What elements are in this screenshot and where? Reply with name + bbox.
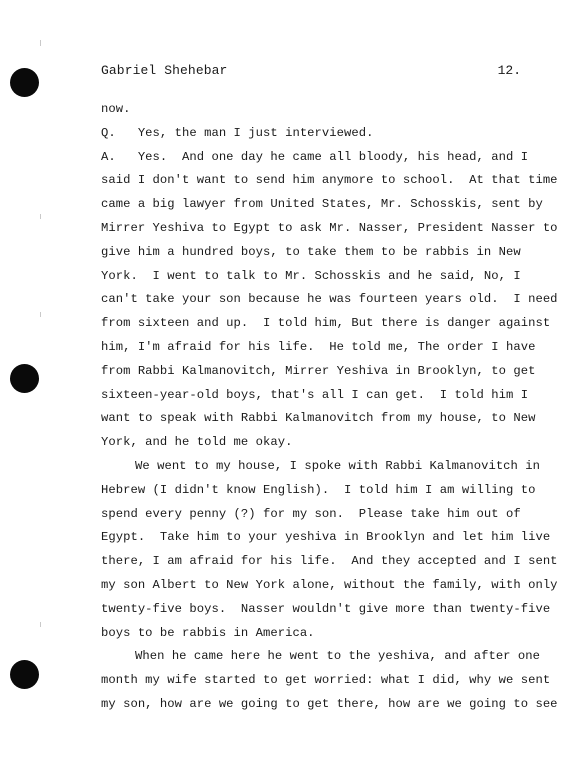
transcript-line: Mirrer Yeshiva to Egypt to ask Mr. Nasser, President Nasser to bbox=[101, 220, 558, 235]
transcript-line: month my wife started to get worried: what I did, why we sent bbox=[101, 673, 551, 688]
transcript-line: can't take your son because he was fourteen years old. I need bbox=[101, 292, 558, 307]
margin-mark bbox=[40, 214, 41, 219]
transcript-line: now. bbox=[101, 102, 131, 116]
transcript-line: there, I am afraid for his life. And they accepted and I sent bbox=[101, 554, 558, 569]
transcript-line: Q. Yes, the man I just interviewed. bbox=[101, 125, 374, 140]
transcript-line: want to speak with Rabbi Kalmanovitch from my house, to New bbox=[101, 411, 536, 426]
margin-mark bbox=[40, 622, 41, 627]
margin-mark bbox=[40, 312, 41, 317]
transcript-line: York. I went to talk to Mr. Schosskis and he said, No, I bbox=[101, 268, 521, 283]
transcript-line: A. Yes. And one day he came all bloody, his head, and I bbox=[101, 149, 529, 164]
transcript-line: We went to my house, I spoke with Rabbi Kalmanovitch in bbox=[135, 458, 541, 473]
transcript-line: my son Albert to New York alone, without the family, with only bbox=[101, 577, 558, 592]
transcript-line: give him a hundred boys, to take them to be rabbis in New bbox=[101, 244, 521, 259]
margin-mark bbox=[40, 40, 41, 46]
transcript-header-name: Gabriel Shehebar bbox=[101, 63, 228, 78]
transcript-line: sixteen-year-old boys, that's all I can get. I told him I bbox=[101, 387, 529, 402]
transcript-line: said I don't want to send him anymore to school. At that time bbox=[101, 173, 558, 188]
punch-hole-top bbox=[10, 68, 39, 97]
transcript-line: Egypt. Take him to your yeshiva in Brooklyn and let him live bbox=[101, 530, 551, 545]
transcript-line: Hebrew (I didn't know English). I told him I am willing to bbox=[101, 482, 536, 497]
transcript-line: my son, how are we going to get there, how are we going to see bbox=[101, 696, 558, 711]
transcript-line: came a big lawyer from United States, Mr. Schosskis, sent by bbox=[101, 197, 543, 212]
punch-hole-bottom bbox=[10, 660, 39, 689]
punch-hole-middle bbox=[10, 364, 39, 393]
transcript-body bbox=[101, 98, 558, 717]
transcript-line: When he came here he went to the yeshiva, and after one bbox=[135, 649, 541, 664]
transcript-line: spend every penny (?) for my son. Please take him out of bbox=[101, 506, 521, 521]
transcript-line: from sixteen and up. I told him, But there is danger against bbox=[101, 316, 551, 331]
transcript-line: him, I'm afraid for his life. He told me, The order I have bbox=[101, 339, 536, 354]
transcript-line: from Rabbi Kalmanovitch, Mirrer Yeshiva in Brooklyn, to get bbox=[101, 363, 536, 378]
page-number: 12. bbox=[497, 63, 521, 78]
transcript-line: twenty-five boys. Nasser wouldn't give more than twenty-five bbox=[101, 601, 551, 616]
transcript-line: boys to be rabbis in America. bbox=[101, 625, 315, 640]
transcript-line: York, and he told me okay. bbox=[101, 435, 293, 450]
